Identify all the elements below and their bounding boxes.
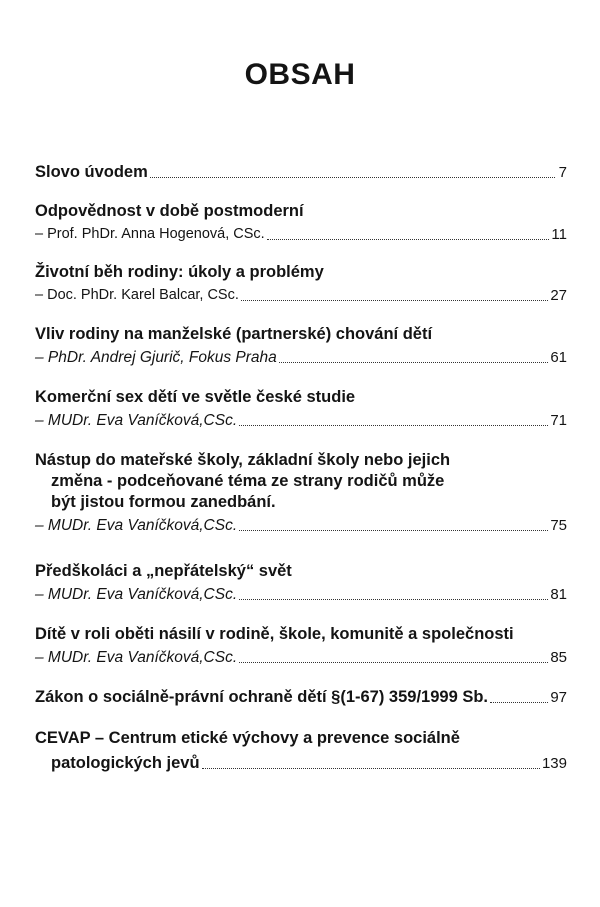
toc-entry-slovo-uvodem[interactable]	[35, 162, 567, 183]
toc-entry-title: Vliv rodiny na manželské (partnerské) chování dětí	[35, 325, 433, 343]
toc-entry-title: Komerční sex dětí ve světle české studie	[35, 388, 356, 406]
toc-title-line: patologických jevů	[51, 754, 200, 772]
toc-entry-author: – PhDr. Andrej Gjurič, Fokus Praha	[35, 349, 277, 366]
toc-page-number: 7	[558, 164, 567, 181]
toc-title-line: změna - podceňované téma ze strany rodičů může	[51, 472, 445, 490]
dot-leader	[279, 362, 549, 363]
toc-page-number: 27	[550, 287, 567, 304]
toc-entry-title: Zákon o sociálně-právní ochraně dětí §(1-67) 359/1999 Sb.	[35, 688, 489, 706]
toc-entry-author: – MUDr. Eva Vaníčková,CSc.	[35, 517, 238, 534]
toc-entry-vliv-rodiny[interactable]	[35, 324, 567, 368]
toc-entry-cevap[interactable]	[35, 728, 567, 774]
toc-title-line: být jistou formou zanedbání.	[51, 493, 276, 511]
toc-entry-author: – MUDr. Eva Vaníčková,CSc.	[35, 649, 238, 666]
toc-page-number: 81	[550, 586, 567, 603]
toc-page-number: 85	[550, 649, 567, 666]
toc-entry-dite-v-roli-obeti[interactable]	[35, 624, 567, 668]
toc-page-number: 97	[550, 689, 567, 706]
dot-leader	[490, 702, 548, 703]
toc-entry-title	[35, 450, 567, 513]
dot-leader	[239, 599, 548, 600]
toc-page-number: 75	[550, 517, 567, 534]
toc-entry-title: Slovo úvodem	[35, 163, 148, 181]
toc-page-number: 61	[550, 349, 567, 366]
toc-entry-title: Předškoláci a „nepřátelský“ svět	[35, 562, 292, 580]
toc-entry-title: Dítě v roli oběti násilí v rodině, škole, komunitě a společnosti	[35, 625, 514, 643]
toc-page-number: 139	[541, 755, 567, 772]
toc-entry-author: – MUDr. Eva Vaníčková,CSc.	[35, 412, 238, 429]
toc-page-number: 11	[551, 226, 567, 243]
dot-leader	[239, 425, 548, 426]
toc-entry-zivotni-beh[interactable]	[35, 262, 567, 306]
toc-entry-title: Odpovědnost v době postmoderní	[35, 202, 304, 220]
toc-entry-zakon[interactable]	[35, 687, 567, 708]
dot-leader	[241, 300, 548, 301]
dot-leader	[239, 530, 548, 531]
toc-entry-title: Životní běh rodiny: úkoly a problémy	[35, 263, 324, 281]
toc-entry-author: – Doc. PhDr. Karel Balcar, CSc.	[35, 287, 239, 303]
toc-entry-komercni-sex[interactable]	[35, 387, 567, 431]
dot-leader	[150, 177, 555, 178]
page-title: OBSAH	[244, 58, 356, 91]
dot-leader	[239, 662, 548, 663]
toc-title-line: CEVAP – Centrum etické výchovy a prevence sociálně	[35, 729, 460, 747]
toc-entry-author: – MUDr. Eva Vaníčková,CSc.	[35, 586, 238, 603]
toc-page-number: 71	[550, 412, 567, 429]
dot-leader	[267, 239, 550, 240]
toc-title-line: Nástup do mateřské školy, základní školy nebo jejich	[35, 451, 451, 469]
toc-entry-predskolaci[interactable]	[35, 561, 567, 605]
toc-entry-author: – Prof. PhDr. Anna Hogenová, CSc.	[35, 226, 265, 242]
toc-entry-nastup-do-skoly[interactable]	[35, 450, 567, 536]
dot-leader	[202, 768, 540, 769]
toc-entry-odpovednost[interactable]	[35, 201, 567, 245]
